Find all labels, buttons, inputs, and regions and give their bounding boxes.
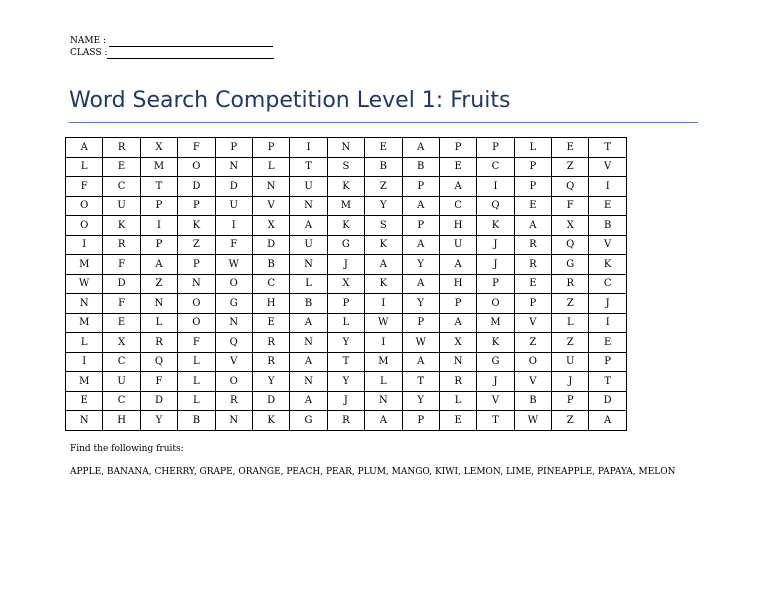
grid-cell: A [140,255,177,275]
grid-cell: E [589,196,626,216]
grid-cell: L [178,372,215,392]
grid-cell: N [439,352,476,372]
grid-cell: M [477,313,514,333]
grid-row [66,216,627,236]
grid-cell: J [589,294,626,314]
grid-cell: P [252,138,289,158]
grid-cell: M [365,352,402,372]
grid-cell: A [514,216,551,236]
grid-cell: G [290,411,327,431]
grid-cell: G [552,255,589,275]
grid-cell: R [103,138,140,158]
grid-cell: A [402,196,439,216]
grid-cell: X [439,333,476,353]
grid-cell: O [477,294,514,314]
grid-cell: R [552,274,589,294]
grid-cell: F [140,372,177,392]
grid-cell: K [477,216,514,236]
grid-cell: U [103,196,140,216]
grid-cell: B [514,391,551,411]
grid-cell: I [477,177,514,197]
grid-cell: G [215,294,252,314]
grid-cell: A [402,235,439,255]
grid-cell: P [402,216,439,236]
grid-cell: N [290,372,327,392]
grid-cell: T [140,177,177,197]
grid-cell: W [402,333,439,353]
grid-body [66,138,627,431]
grid-cell: E [365,138,402,158]
grid-cell: K [327,177,364,197]
grid-cell: A [439,255,476,275]
grid-cell: Y [402,391,439,411]
grid-cell: K [589,255,626,275]
grid-cell: Q [477,196,514,216]
grid-cell: G [477,352,514,372]
grid-cell: P [402,313,439,333]
grid-cell: K [477,333,514,353]
grid-row [66,352,627,372]
grid-cell: T [589,372,626,392]
grid-cell: R [252,352,289,372]
grid-row [66,235,627,255]
grid-cell: M [327,196,364,216]
grid-cell: Y [252,372,289,392]
grid-cell: N [215,313,252,333]
grid-cell: P [477,274,514,294]
grid-cell: T [477,411,514,431]
grid-cell: X [552,216,589,236]
class-blank [107,49,274,59]
grid-cell: D [215,177,252,197]
grid-cell: F [215,235,252,255]
grid-cell: O [178,294,215,314]
grid-cell: M [66,255,103,275]
grid-cell: S [365,216,402,236]
grid-cell: N [290,333,327,353]
grid-cell: I [66,352,103,372]
grid-cell: A [402,274,439,294]
grid-cell: S [327,157,364,177]
grid-cell: O [215,274,252,294]
grid-cell: N [290,255,327,275]
grid-cell: N [290,196,327,216]
grid-cell: P [178,196,215,216]
grid-cell: C [103,352,140,372]
grid-cell: J [477,255,514,275]
grid-cell: D [140,391,177,411]
grid-row [66,333,627,353]
grid-row [66,138,627,158]
grid-cell: B [402,157,439,177]
grid-cell: P [327,294,364,314]
name-label: NAME : [70,36,109,46]
grid-cell: B [178,411,215,431]
grid-cell: I [589,177,626,197]
grid-cell: P [439,294,476,314]
grid-cell: Q [215,333,252,353]
grid-cell: H [439,274,476,294]
grid-cell: K [252,411,289,431]
grid-cell: R [439,372,476,392]
grid-cell: P [402,177,439,197]
grid-cell: A [290,391,327,411]
grid-cell: E [439,157,476,177]
grid-cell: I [290,138,327,158]
grid-cell: T [327,352,364,372]
grid-cell: N [215,157,252,177]
grid-cell: P [514,294,551,314]
grid-cell: Z [178,235,215,255]
grid-cell: I [215,216,252,236]
grid-cell: L [290,274,327,294]
grid-cell: N [178,274,215,294]
grid-cell: V [589,235,626,255]
grid-cell: C [252,274,289,294]
grid-cell: V [477,391,514,411]
grid-cell: B [365,157,402,177]
grid-cell: Z [552,411,589,431]
grid-row [66,294,627,314]
grid-cell: Y [327,333,364,353]
grid-cell: L [365,372,402,392]
grid-row [66,157,627,177]
grid-row [66,411,627,431]
grid-cell: L [327,313,364,333]
grid-cell: C [439,196,476,216]
grid-cell: W [215,255,252,275]
grid-cell: N [66,294,103,314]
grid-cell: Q [552,235,589,255]
grid-cell: P [514,157,551,177]
grid-cell: T [589,138,626,158]
grid-cell: E [439,411,476,431]
grid-cell: F [66,177,103,197]
grid-cell: E [103,157,140,177]
grid-cell: R [327,411,364,431]
grid-row [66,372,627,392]
grid-cell: K [178,216,215,236]
grid-cell: L [140,313,177,333]
grid-row [66,391,627,411]
grid-cell: P [140,196,177,216]
grid-cell: I [365,294,402,314]
grid-cell: V [215,352,252,372]
grid-cell: L [178,391,215,411]
grid-cell: K [103,216,140,236]
grid-cell: H [103,411,140,431]
grid-cell: P [215,138,252,158]
grid-cell: D [103,274,140,294]
grid-cell: V [514,313,551,333]
grid-cell: O [66,196,103,216]
grid-cell: A [365,411,402,431]
name-blank [109,37,273,47]
grid-cell: Y [327,372,364,392]
grid-cell: V [589,157,626,177]
grid-cell: M [140,157,177,177]
grid-cell: O [215,372,252,392]
grid-cell: R [103,235,140,255]
grid-cell: V [252,196,289,216]
grid-cell: E [589,333,626,353]
grid-cell: R [252,333,289,353]
grid-cell: X [140,138,177,158]
grid-cell: O [514,352,551,372]
grid-cell: Z [365,177,402,197]
page-title: Word Search Competition Level 1: Fruits [69,88,511,113]
grid-cell: P [140,235,177,255]
grid-cell: F [103,294,140,314]
grid-cell: M [66,372,103,392]
grid-cell: J [327,391,364,411]
grid-cell: Q [552,177,589,197]
grid-cell: D [252,391,289,411]
grid-row [66,196,627,216]
grid-cell: N [140,294,177,314]
grid-cell: K [365,235,402,255]
grid-cell: P [589,352,626,372]
grid-cell: O [178,313,215,333]
grid-cell: A [439,313,476,333]
grid-cell: F [103,255,140,275]
grid-cell: U [552,352,589,372]
grid-cell: N [365,391,402,411]
grid-cell: P [514,177,551,197]
grid-cell: Z [552,294,589,314]
grid-cell: C [103,177,140,197]
grid-cell: R [514,255,551,275]
grid-cell: U [439,235,476,255]
name-field [70,36,273,47]
grid-cell: N [66,411,103,431]
grid-cell: Z [514,333,551,353]
grid-cell: R [215,391,252,411]
grid-cell: E [252,313,289,333]
grid-cell: A [290,216,327,236]
grid-cell: H [252,294,289,314]
word-search-grid [65,137,627,431]
grid-cell: P [439,138,476,158]
grid-cell: N [215,411,252,431]
grid-cell: X [327,274,364,294]
grid-cell: I [66,235,103,255]
grid-cell: H [439,216,476,236]
grid-cell: W [365,313,402,333]
grid-cell: F [552,196,589,216]
grid-cell: E [66,391,103,411]
grid-cell: U [290,235,327,255]
grid-cell: D [589,391,626,411]
grid-cell: Z [552,333,589,353]
grid-cell: E [552,138,589,158]
grid-cell: B [589,216,626,236]
grid-row [66,313,627,333]
grid-cell: L [514,138,551,158]
grid-cell: T [290,157,327,177]
grid-cell: J [477,235,514,255]
grid-cell: I [140,216,177,236]
grid-cell: U [103,372,140,392]
grid-cell: B [252,255,289,275]
grid-cell: W [66,274,103,294]
grid-cell: U [290,177,327,197]
grid-cell: W [514,411,551,431]
grid-cell: E [514,274,551,294]
grid-cell: I [589,313,626,333]
grid-cell: E [514,196,551,216]
grid-cell: M [66,313,103,333]
grid-cell: A [589,411,626,431]
grid-cell: Q [140,352,177,372]
grid-cell: J [327,255,364,275]
grid-cell: T [402,372,439,392]
grid-cell: L [66,157,103,177]
grid-cell: V [514,372,551,392]
grid-cell: X [103,333,140,353]
grid-cell: L [252,157,289,177]
grid-cell: Z [552,157,589,177]
grid-cell: A [439,177,476,197]
grid-cell: Y [365,196,402,216]
grid-row [66,255,627,275]
grid-cell: A [365,255,402,275]
grid-cell: X [252,216,289,236]
grid-cell: B [290,294,327,314]
grid-cell: N [252,177,289,197]
grid-cell: P [477,138,514,158]
grid-cell: R [140,333,177,353]
title-rule [69,122,698,123]
grid-cell: Y [402,255,439,275]
grid-cell: P [552,391,589,411]
grid-cell: N [327,138,364,158]
grid-cell: R [514,235,551,255]
instructions: Find the following fruits: [70,444,184,454]
grid-cell: P [178,255,215,275]
grid-cell: J [552,372,589,392]
grid-cell: Z [140,274,177,294]
grid-cell: K [365,274,402,294]
grid-cell: A [290,352,327,372]
grid-cell: I [365,333,402,353]
grid-cell: O [178,157,215,177]
grid-cell: A [66,138,103,158]
grid-cell: L [439,391,476,411]
grid-cell: D [252,235,289,255]
grid-cell: A [402,138,439,158]
grid-cell: Y [402,294,439,314]
grid-cell: J [477,372,514,392]
grid-cell: A [402,352,439,372]
grid-cell: C [103,391,140,411]
grid-cell: L [66,333,103,353]
grid-cell: O [66,216,103,236]
class-label: CLASS : [70,48,108,58]
grid-cell: L [552,313,589,333]
word-list: APPLE, BANANA, CHERRY, GRAPE, ORANGE, PEACH, PEAR, PLUM, MANGO, KIWI, LEMON, LIME, PINEAPPLE, PAPAYA, MELON [70,467,676,477]
grid-cell: Y [140,411,177,431]
grid-row [66,177,627,197]
grid-cell: U [215,196,252,216]
grid-cell: L [178,352,215,372]
grid-cell: P [402,411,439,431]
grid-cell: G [327,235,364,255]
grid-cell: C [477,157,514,177]
grid-cell: K [327,216,364,236]
grid-cell: D [178,177,215,197]
grid-cell: C [589,274,626,294]
grid-row [66,274,627,294]
class-field [70,48,274,59]
grid-cell: E [103,313,140,333]
grid-cell: A [290,313,327,333]
grid-cell: F [178,333,215,353]
grid-cell: F [178,138,215,158]
